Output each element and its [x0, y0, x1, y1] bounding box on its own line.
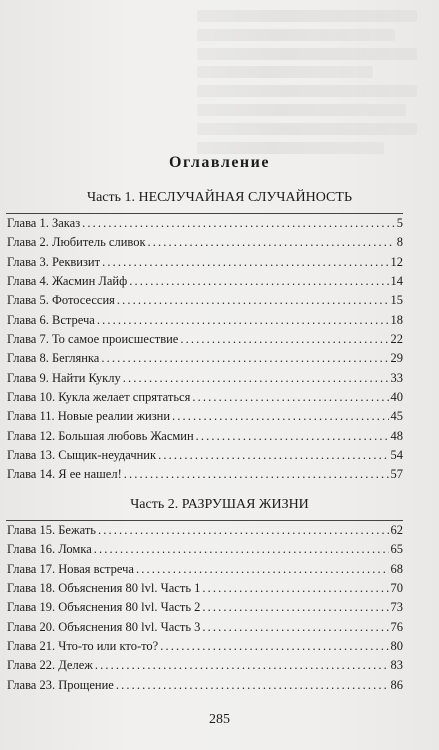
chapter-page-number: 18 [390, 312, 403, 327]
chapter-page-number: 15 [390, 293, 403, 308]
chapter-title: Глава 1. Заказ [7, 216, 81, 230]
chapter-title: Глава 19. Объяснения 80 lvl. Часть 2 [7, 600, 201, 615]
chapter-page-number: 5 [396, 216, 403, 230]
dot-leader [124, 465, 389, 484]
dot-leader [94, 540, 389, 559]
toc-entry [7, 388, 403, 407]
chapter-page-number: 22 [390, 332, 403, 347]
dot-leader [202, 598, 388, 617]
chapter-title: Глава 14. Я ее нашел! [7, 467, 122, 482]
toc-entry [7, 291, 403, 310]
dot-leader [116, 676, 389, 695]
chapter-page-number: 14 [390, 274, 403, 289]
chapter-page-number: 54 [390, 448, 403, 463]
chapter-page-number: 57 [390, 467, 403, 482]
chapter-page-number: 76 [390, 619, 403, 634]
toc-entry [7, 330, 403, 349]
dot-leader [180, 330, 388, 349]
toc-entry [7, 598, 403, 617]
toc-entry [7, 521, 403, 540]
toc-entry [7, 233, 403, 252]
chapter-page-number: 48 [390, 428, 403, 443]
toc-entry [7, 676, 403, 695]
chapter-title: Глава 10. Кукла желает спрятаться [7, 390, 191, 405]
dot-leader [202, 618, 388, 637]
chapter-title: Глава 15. Бежать [7, 523, 96, 537]
dot-leader [148, 233, 395, 252]
dot-leader [101, 349, 388, 368]
dot-leader [160, 637, 388, 656]
dot-leader [129, 272, 388, 291]
chapter-page-number: 29 [390, 351, 403, 366]
chapter-page-number: 65 [390, 542, 403, 557]
chapter-page-number: 62 [390, 523, 403, 537]
chapter-title: Глава 13. Сыщик-неудачник [7, 448, 157, 463]
part-2-title: Часть 2. РАЗРУШАЯ ЖИЗНИ [130, 497, 309, 512]
chapter-title: Глава 22. Дележ [7, 658, 93, 673]
chapter-page-number: 86 [390, 677, 403, 692]
chapter-page-number: 33 [390, 370, 403, 385]
chapter-page-number: 83 [390, 658, 403, 673]
chapter-page-number: 12 [390, 254, 403, 269]
chapter-title: Глава 9. Найти Куклу [7, 370, 121, 385]
chapter-page-number: 68 [390, 561, 403, 576]
toc-title: Оглавление [169, 154, 270, 171]
chapter-title: Глава 18. Объяснения 80 lvl. Часть 1 [7, 581, 201, 596]
dot-leader [192, 388, 388, 407]
toc-entry [7, 446, 403, 465]
chapter-title: Глава 20. Объяснения 80 lvl. Часть 3 [7, 619, 201, 634]
chapter-title: Глава 7. То самое происшествие [7, 332, 179, 347]
toc-entry [7, 349, 403, 368]
chapter-title: Глава 11. Новые реалии жизни [7, 409, 171, 424]
toc-entry [7, 637, 403, 656]
chapter-title: Глава 8. Беглянка [7, 351, 100, 366]
part-1-chapter-list [7, 214, 403, 485]
chapter-page-number: 8 [396, 235, 403, 250]
chapter-title: Глава 17. Новая встреча [7, 561, 134, 576]
chapter-title: Глава 12. Большая любовь Жасмин [7, 428, 194, 443]
toc-entry [7, 560, 403, 579]
chapter-page-number: 70 [390, 581, 403, 596]
dot-leader [123, 369, 389, 388]
chapter-title: Глава 6. Встреча [7, 312, 95, 327]
toc-entry [7, 272, 403, 291]
toc-entry [7, 465, 403, 484]
chapter-page-number: 45 [390, 409, 403, 424]
toc-entry [7, 311, 403, 330]
toc-entry [7, 369, 403, 388]
chapter-title: Глава 2. Любитель сливок [7, 235, 146, 250]
dot-leader [102, 253, 388, 272]
toc-entry [7, 540, 403, 559]
chapter-title: Глава 16. Ломка [7, 542, 92, 557]
dot-leader [82, 214, 395, 233]
chapter-title: Глава 4. Жасмин Лайф [7, 274, 128, 289]
dot-leader [117, 291, 389, 310]
chapter-page-number: 80 [390, 639, 403, 654]
part-1-title: Часть 1. НЕСЛУЧАЙНАЯ СЛУЧАЙНОСТЬ [86, 190, 352, 205]
toc-entry [7, 656, 403, 675]
dot-leader [95, 656, 389, 675]
chapter-title: Глава 3. Реквизит [7, 254, 101, 269]
chapter-title: Глава 23. Прощение [7, 677, 114, 692]
dot-leader [136, 560, 389, 579]
dot-leader [158, 446, 388, 465]
chapter-title: Глава 21. Что-то или кто-то? [7, 639, 159, 654]
chapter-page-number: 73 [390, 600, 403, 615]
dot-leader [98, 521, 389, 540]
toc-entry [7, 427, 403, 446]
toc-entry [7, 579, 403, 598]
toc-entry [7, 407, 403, 426]
dot-leader [196, 427, 389, 446]
bleed-through-text [197, 10, 417, 160]
chapter-title: Глава 5. Фотосессия [7, 293, 115, 308]
dot-leader [202, 579, 388, 598]
dot-leader [97, 311, 389, 330]
toc-entry [7, 618, 403, 637]
chapter-page-number: 40 [390, 390, 403, 405]
page-number: 285 [209, 712, 230, 727]
dot-leader [172, 407, 388, 426]
part-2-chapter-list [7, 521, 403, 695]
toc-entry [7, 253, 403, 272]
toc-entry [7, 214, 403, 233]
